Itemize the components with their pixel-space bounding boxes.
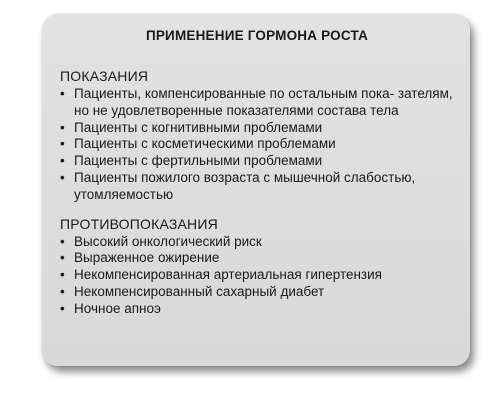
contraindications-heading: ПРОТИВОПОКАЗАНИЯ [60, 215, 218, 232]
list-item: • Некомпенсированная артериальная гипертензия [60, 267, 454, 284]
info-card [42, 14, 470, 366]
indications-list [60, 86, 454, 204]
contraindications-list [60, 234, 454, 318]
list-item: • Пациенты, компенсированные по остальным пока- зателям, но не удовлетворенные показателями состава тела [60, 86, 454, 120]
list-item: • Пациенты с когнитивными проблемами [60, 120, 454, 137]
contraindications-section [60, 216, 454, 318]
list-item: • Выраженное ожирение [60, 250, 454, 267]
list-item: • Ночное апноэ [60, 301, 454, 318]
list-item: • Некомпенсированный сахарный диабет [60, 284, 454, 301]
list-item: • Пациенты с косметическими проблемами [60, 136, 454, 153]
list-item: • Пациенты пожилого возраста с мышечной слабостью, утомляемостью [60, 170, 454, 204]
section-spacer [60, 204, 454, 216]
indications-heading: ПОКАЗАНИЯ [60, 68, 149, 84]
card-title: ПРИМЕНЕНИЕ ГОРМОНА РОСТА [145, 28, 369, 43]
list-item: • Высокий онкологический риск [60, 234, 454, 251]
list-item: • Пациенты с фертильными проблемами [60, 153, 454, 170]
indications-section [60, 68, 454, 204]
